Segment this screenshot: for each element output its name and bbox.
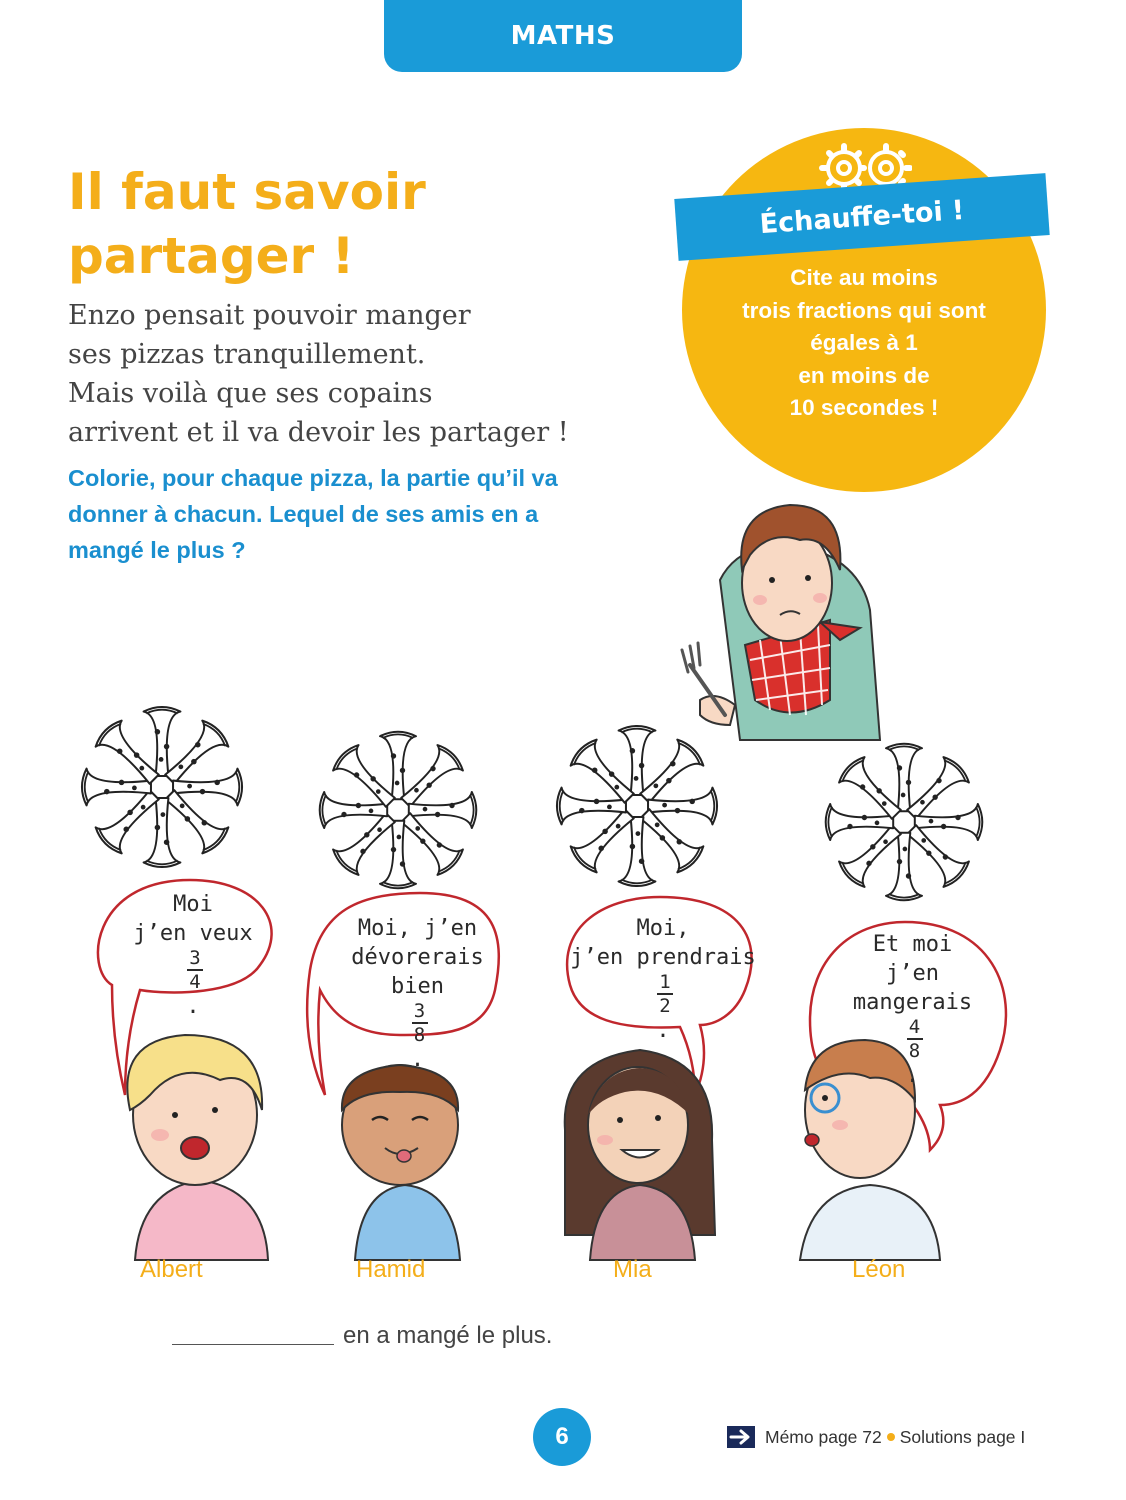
leon-numerator: 4 xyxy=(908,1016,921,1038)
name-albert: Albert xyxy=(140,1256,203,1283)
bubble-text-leon: Et moi j’en mangerais 4 8 . xyxy=(820,930,1005,1090)
pizza-mia xyxy=(557,726,717,886)
page-number xyxy=(533,1408,591,1466)
bubble-text-mia: Moi, j’en prendrais 1 2 . xyxy=(568,914,758,1045)
hamid-bubble-line-2: dévorerais xyxy=(351,945,484,970)
name-hamid: Hamid xyxy=(356,1256,426,1283)
instruction-line-3: mangé le plus ? xyxy=(68,537,246,563)
instruction-line-1: Colorie, pour chaque pizza, la partie qu’il va xyxy=(68,465,558,491)
name-leon: Léon xyxy=(852,1256,906,1283)
albert-character xyxy=(127,1035,268,1260)
page-number-label: 6 xyxy=(555,1423,569,1450)
leon-fraction xyxy=(824,1017,1005,1061)
mia-denominator: 2 xyxy=(659,995,671,1017)
hamid-bubble-line-3: bien xyxy=(391,974,444,999)
warmup-line-3: égales à 1 xyxy=(810,330,918,355)
pizza-hamid xyxy=(320,732,477,889)
leon-bubble-line-3: mangerais xyxy=(852,990,973,1015)
answer-blank[interactable] xyxy=(172,1344,334,1345)
answer-suffix: en a mangé le plus. xyxy=(343,1322,553,1349)
title-line-1: Il faut savoir xyxy=(68,163,426,221)
separator-dot xyxy=(887,1433,895,1441)
pizza-leon xyxy=(826,744,983,901)
intro-line-4: arrivent et il va devoir les partager ! xyxy=(68,417,569,448)
hamid-numerator: 3 xyxy=(413,1000,426,1022)
warmup-line-2: trois fractions qui sont xyxy=(742,297,986,323)
albert-denominator: 4 xyxy=(189,971,201,993)
warmup-line-5: 10 secondes ! xyxy=(789,395,939,420)
hamid-bubble-line-1: Moi, j’en xyxy=(357,916,478,941)
solutions-link[interactable]: Solutions page I xyxy=(899,1426,1026,1447)
hamid-character xyxy=(342,1065,460,1260)
warmup-line-4: en moins de xyxy=(798,362,930,388)
mia-bubble-line-1: Moi, xyxy=(636,916,690,941)
hamid-denominator: 8 xyxy=(413,1024,426,1046)
footer-links xyxy=(727,1425,1025,1449)
warmup-line-1: Cite au moins xyxy=(790,265,938,290)
title-line-2: partager ! xyxy=(68,227,355,285)
hamid-fraction xyxy=(334,1001,505,1045)
instruction-line-2: donner à chacun. Lequel de ses amis en a xyxy=(68,501,539,527)
memo-link[interactable]: Mémo page 72 xyxy=(765,1426,882,1447)
arrow-right-icon xyxy=(727,1426,755,1448)
albert-numerator: 3 xyxy=(189,947,201,969)
mia-numerator: 1 xyxy=(659,971,671,993)
enzo-character xyxy=(682,505,880,740)
albert-bubble-line-2: j’en veux xyxy=(133,921,253,946)
name-mia: Mia xyxy=(613,1256,652,1283)
intro-line-1: Enzo pensait pouvoir manger xyxy=(68,300,471,331)
pizza-albert xyxy=(82,707,242,867)
intro-line-3: Mais voilà que ses copains xyxy=(68,378,433,409)
subject-label: MATHS xyxy=(510,21,616,51)
mia-fraction xyxy=(572,972,758,1016)
bubble-text-hamid: Moi, j’en dévorerais bien 3 8 . xyxy=(330,914,505,1074)
bubble-text-albert: Moi j’en veux 3 4 . xyxy=(108,890,278,1021)
warmup-title: Échauffe-toi ! xyxy=(758,194,966,240)
intro-line-2: ses pizzas tranquillement. xyxy=(68,339,426,370)
albert-bubble-line-1: Moi xyxy=(173,892,213,917)
leon-bubble-line-1: Et moi xyxy=(872,932,953,957)
mia-bubble-line-2: j’en prendrais xyxy=(570,945,756,970)
mia-character xyxy=(565,1050,715,1260)
albert-fraction xyxy=(112,948,278,992)
leon-denominator: 8 xyxy=(908,1040,921,1062)
leon-bubble-line-2: j’en xyxy=(886,961,939,986)
